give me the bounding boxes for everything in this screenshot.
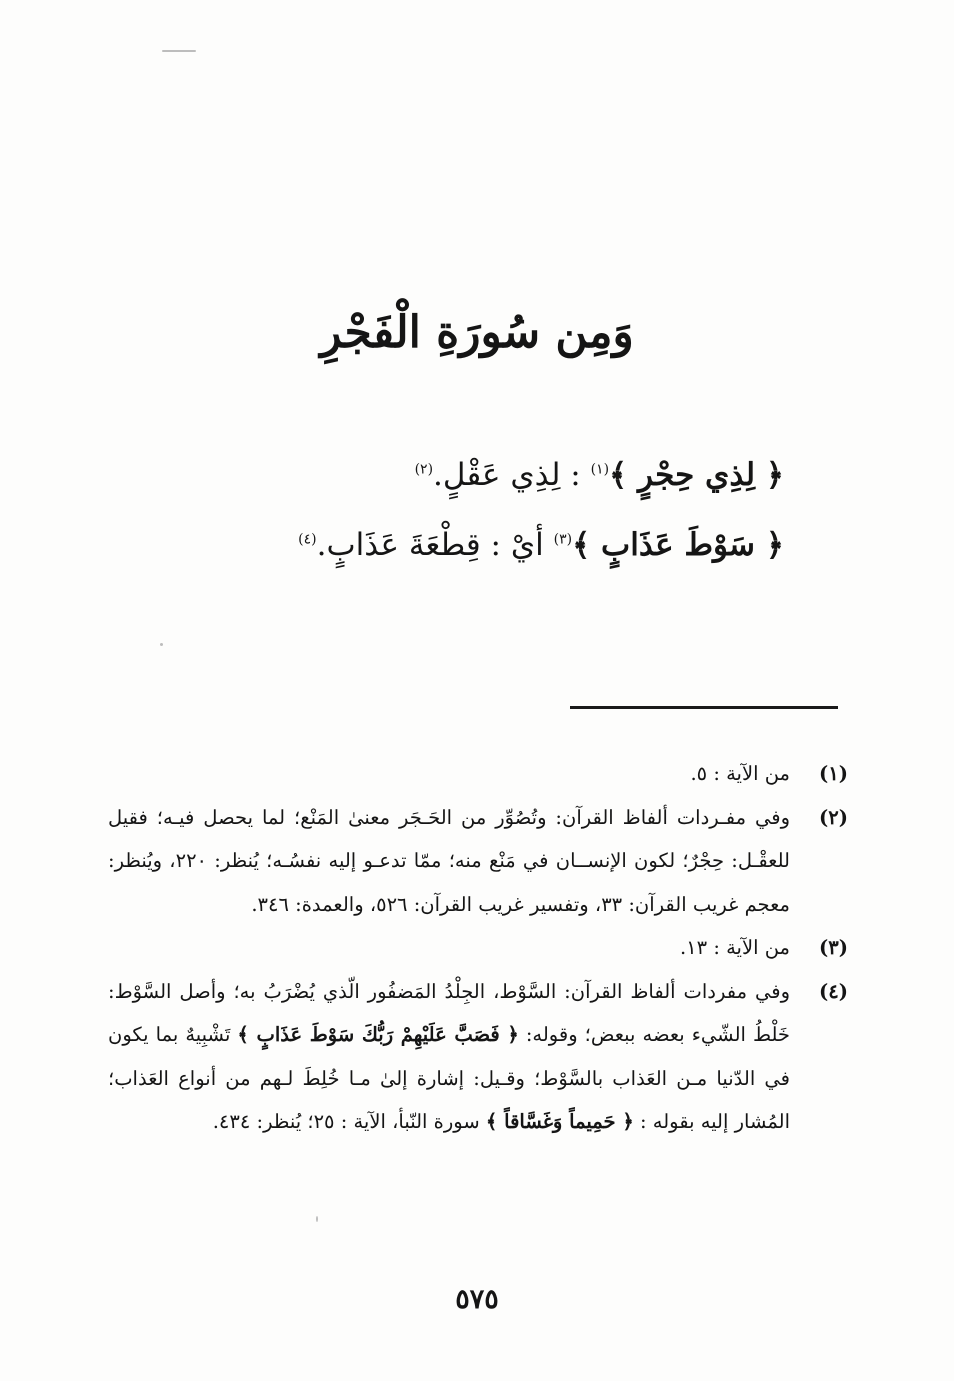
page-number: ٥٧٥: [455, 1284, 499, 1315]
footnote-separator-line: [570, 706, 838, 709]
footnote-text: تَشْبِيهٌ بما يكون في الدّنيا مـن العَذاب بالسَّوْط؛ وقـيل: إشارة إلىٰ مـا خُلِطَ لـهم من أنواع العَذاب؛ المُشار إليه بقوله :: [108, 1023, 790, 1133]
footnote-number: (٢): [819, 805, 848, 829]
footnote-number: (١): [819, 762, 848, 785]
quran-quote: ﴿ حَمِيماً وَغَسَّاقاً ﴾: [485, 1110, 634, 1133]
entry-gloss: لِذِي عَقْلٍ.: [433, 457, 561, 493]
footnote-text: من الآية : ٥.: [690, 762, 790, 785]
footnote: [108, 796, 848, 927]
footnote-ref[interactable]: (٣): [553, 531, 573, 548]
footnote-ref[interactable]: (٤): [298, 531, 317, 548]
footnote-text: وفي مفردات ألفاظ القرآن: السَّوْط، الجِلْدُ المَضفُور الّذي يُضْرَبُ به؛ وأصل السَّوْط: خَلْطُ الشّيء بعضه ببعض؛ وقوله:: [108, 979, 790, 1046]
page-speck: [162, 50, 196, 52]
footnote: [108, 752, 848, 796]
footnote: [108, 926, 848, 970]
footnote-number: (٤): [819, 979, 848, 1003]
footnote-text: من الآية : ١٣.: [679, 936, 790, 959]
glossary-entries: [224, 440, 784, 580]
footnotes-section: [108, 752, 848, 1144]
footnote: [108, 970, 848, 1144]
footnote-text: سورة النّبأ، الآية : ٢٥؛ يُنظر: ٤٣٤.: [212, 1110, 486, 1133]
entry-separator: :: [560, 457, 591, 493]
page-speck: [160, 643, 163, 646]
entry-separator: أيْ :: [480, 527, 554, 563]
entry-gloss: قِطْعَةَ عَذَابٍ.: [316, 527, 481, 563]
footnote-ref[interactable]: (١): [590, 461, 610, 478]
footnote-number: (٣): [819, 936, 848, 959]
quran-quote: ﴿ فَصَبَّ عَلَيْهِمْ رَبُّكَ سَوْطَ عَذَابٍ ﴾: [237, 1023, 519, 1046]
glossary-entry: [224, 510, 784, 580]
surah-title: وَمِن سُورَةِ الْفَجْرِ: [320, 307, 634, 359]
glossary-entry: [224, 440, 784, 510]
quran-term: ﴿ سَوْطَ عَذَابٍ ﴾: [572, 527, 784, 563]
footnote-text: وفي مفـردات ألفاظ القرآن: وتُصُوِّر من الحَـجَر معنىٰ المَنْع؛ لما يحصل فيـه؛ فقيل للعقْـل: حِجْرٌ؛ لكون الإنســان في مَنْع منه؛ ممّا تدعـو إليه نفسُـه؛ يُنظر: ٢٢٠، ويُنظر: معجم غريب القرآن: ٣٣، وتفسير غريب القرآن: ٥٢٦، والعمدة: ٣٤٦.: [108, 805, 790, 916]
page-speck: [316, 1216, 318, 1222]
footnote-ref[interactable]: (٢): [414, 461, 434, 478]
quran-term: ﴿ لِذِي حِجْرٍ ﴾: [609, 457, 784, 493]
